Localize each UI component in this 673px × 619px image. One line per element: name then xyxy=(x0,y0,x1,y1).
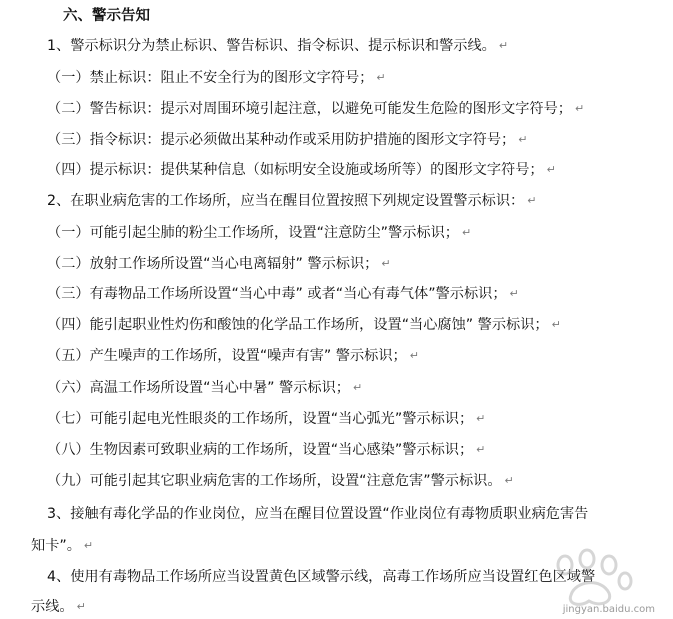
body-line: （二）放射工作场所设置“当心电离辐射” 警示标识； ↵ xyxy=(47,256,391,272)
body-line: 3、接触有毒化学品的作业岗位，应当在醒目位置设置“作业岗位有毒物质职业病危害告 xyxy=(47,506,589,522)
paragraph-mark-icon: ↵ xyxy=(509,287,519,300)
paragraph-mark-icon: ↵ xyxy=(476,412,486,425)
body-line: （六）高温工作场所设置“当心中暑” 警示标识； ↵ xyxy=(47,380,363,396)
paragraph-mark-icon: ↵ xyxy=(574,102,585,115)
paragraph-mark-icon: ↵ xyxy=(409,349,419,362)
paragraph-mark-icon: ↵ xyxy=(352,381,363,394)
body-line: （一）禁止标识：阻止不安全行为的图形文字符号； ↵ xyxy=(47,70,386,86)
paragraph-mark-icon: ↵ xyxy=(76,600,86,613)
paragraph-mark-icon: ↵ xyxy=(461,226,472,239)
paragraph-mark-icon: ↵ xyxy=(504,474,514,487)
paragraph-mark-icon: ↵ xyxy=(551,318,561,331)
paragraph-mark-icon: ↵ xyxy=(527,194,537,207)
paragraph-mark-icon: ↵ xyxy=(546,163,556,176)
body-line: （四）能引起职业性灼伤和酸蚀的化学品工作场所，设置“当心腐蚀” 警示标识； ↵ xyxy=(47,317,561,333)
paragraph-mark-icon: ↵ xyxy=(498,39,509,52)
paragraph-mark-icon: ↵ xyxy=(381,257,391,270)
body-line: （九）可能引起其它职业病危害的工作场所，设置“注意危害”警示标识。 ↵ xyxy=(47,473,514,489)
section-heading-text: 六、警示告知 xyxy=(63,8,150,24)
body-line: （四）提示标识：提供某种信息（如标明安全设施或场所等）的图形文字符号； ↵ xyxy=(47,162,556,178)
body-line: （三）指令标识：提示必须做出某种动作或采用防护措施的图形文字符号； ↵ xyxy=(47,132,528,148)
section-heading xyxy=(63,7,150,25)
body-line: （七）可能引起电光性眼炎的工作场所，设置“当心弧光”警示标识； ↵ xyxy=(47,411,486,427)
body-line: （五）产生噪声的工作场所，设置“噪声有害” 警示标识； ↵ xyxy=(47,348,419,364)
paragraph-mark-icon: ↵ xyxy=(376,71,386,84)
body-line: （一）可能引起尘肺的粉尘工作场所，设置“注意防尘”警示标识； ↵ xyxy=(47,225,472,241)
body-line: （八）生物因素可致职业病的工作场所，设置“当心感染”警示标识； ↵ xyxy=(47,442,486,458)
paragraph-mark-icon: ↵ xyxy=(83,539,94,552)
body-line: 4、使用有毒物品工作场所应当设置黄色区域警示线，高毒工作场所应当设置红色区域警 xyxy=(47,569,596,585)
body-line: 1、警示标识分为禁止标识、警告标识、指令标识、提示标识和警示线。 ↵ xyxy=(47,38,509,54)
body-line: （三）有毒物品工作场所设置“当心中毒” 或者“当心有毒气体”警示标识； ↵ xyxy=(47,286,519,302)
watermark-url: jingyan.baidu.com xyxy=(562,604,655,615)
body-line: 2、在职业病危害的工作场所，应当在醒目位置按照下列规定设置警示标识： ↵ xyxy=(47,193,537,209)
paragraph-mark-icon: ↵ xyxy=(476,443,486,456)
body-line: 知卡”。 ↵ xyxy=(31,538,94,554)
body-line: 示线。 ↵ xyxy=(31,599,86,615)
paragraph-mark-icon: ↵ xyxy=(518,133,528,146)
body-line: （二）警告标识：提示对周围环境引起注意，以避免可能发生危险的图形文字符号； ↵ xyxy=(47,101,585,117)
